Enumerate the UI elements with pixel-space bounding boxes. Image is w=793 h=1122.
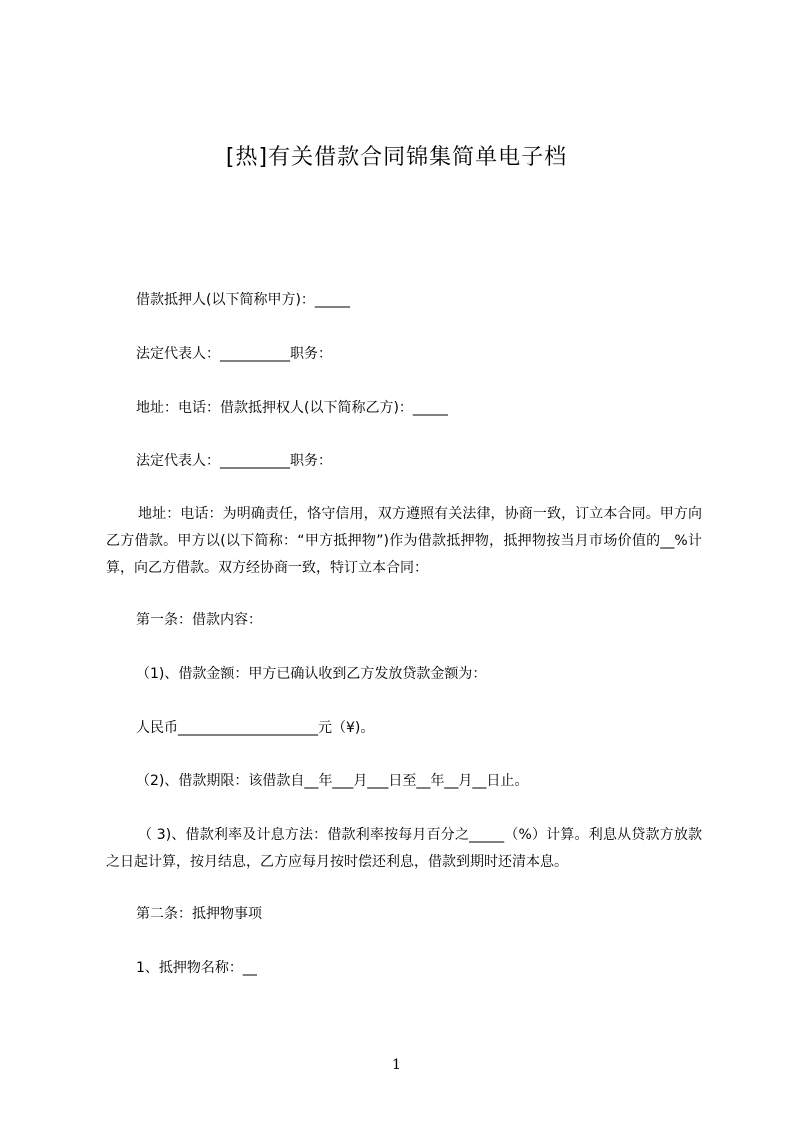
paragraph-article-1-heading: 第一条：借款内容：	[136, 612, 262, 628]
paragraph-legal-rep-2: 法定代表人：__________职务：	[136, 453, 332, 469]
paragraph-legal-rep-1: 法定代表人：__________职务：	[136, 346, 332, 362]
paragraph-loan-amount: （1)、借款金额：甲方已确认收到乙方发放贷款金额为：	[136, 666, 487, 682]
paragraph-address-lender: 地址：电话：借款抵押权人(以下简称乙方)：_____	[136, 400, 448, 416]
paragraph-loan-term: （2)、借款期限：该借款自__年___月___日至__年__月__日止。	[136, 773, 529, 789]
paragraph-rmb-amount: 人民币____________________元（¥)。	[136, 720, 375, 736]
paragraph-borrower: 借款抵押人(以下简称甲方)：_____	[136, 292, 350, 308]
page-number: 1	[392, 1057, 401, 1073]
paragraph-article-2-heading: 第二条：抵押物事项	[136, 906, 262, 922]
document-title: [热]有关借款合同锦集简单电子档	[225, 145, 568, 170]
paragraph-collateral-name: 1、抵押物名称：__	[136, 960, 257, 976]
paragraph-preamble: 地址：电话：为明确责任，恪守信用，双方遵照有关法律，协商一致，订立本合同。甲方向乙方借款。甲方以(以下简称：“甲方抵押物”)作为借款抵押物，抵押物按当月市场价值的__%计算，向乙方借款。双方经协商一致，特订立本合同：	[106, 506, 702, 576]
paragraph-interest-rate: （ 3)、借款利率及计息方法：借款利率按每月百分之_____（%）计算。利息从贷款方放款之日起计算，按月结息，乙方应每月按时偿还利息，借款到期时还清本息。	[106, 827, 702, 870]
